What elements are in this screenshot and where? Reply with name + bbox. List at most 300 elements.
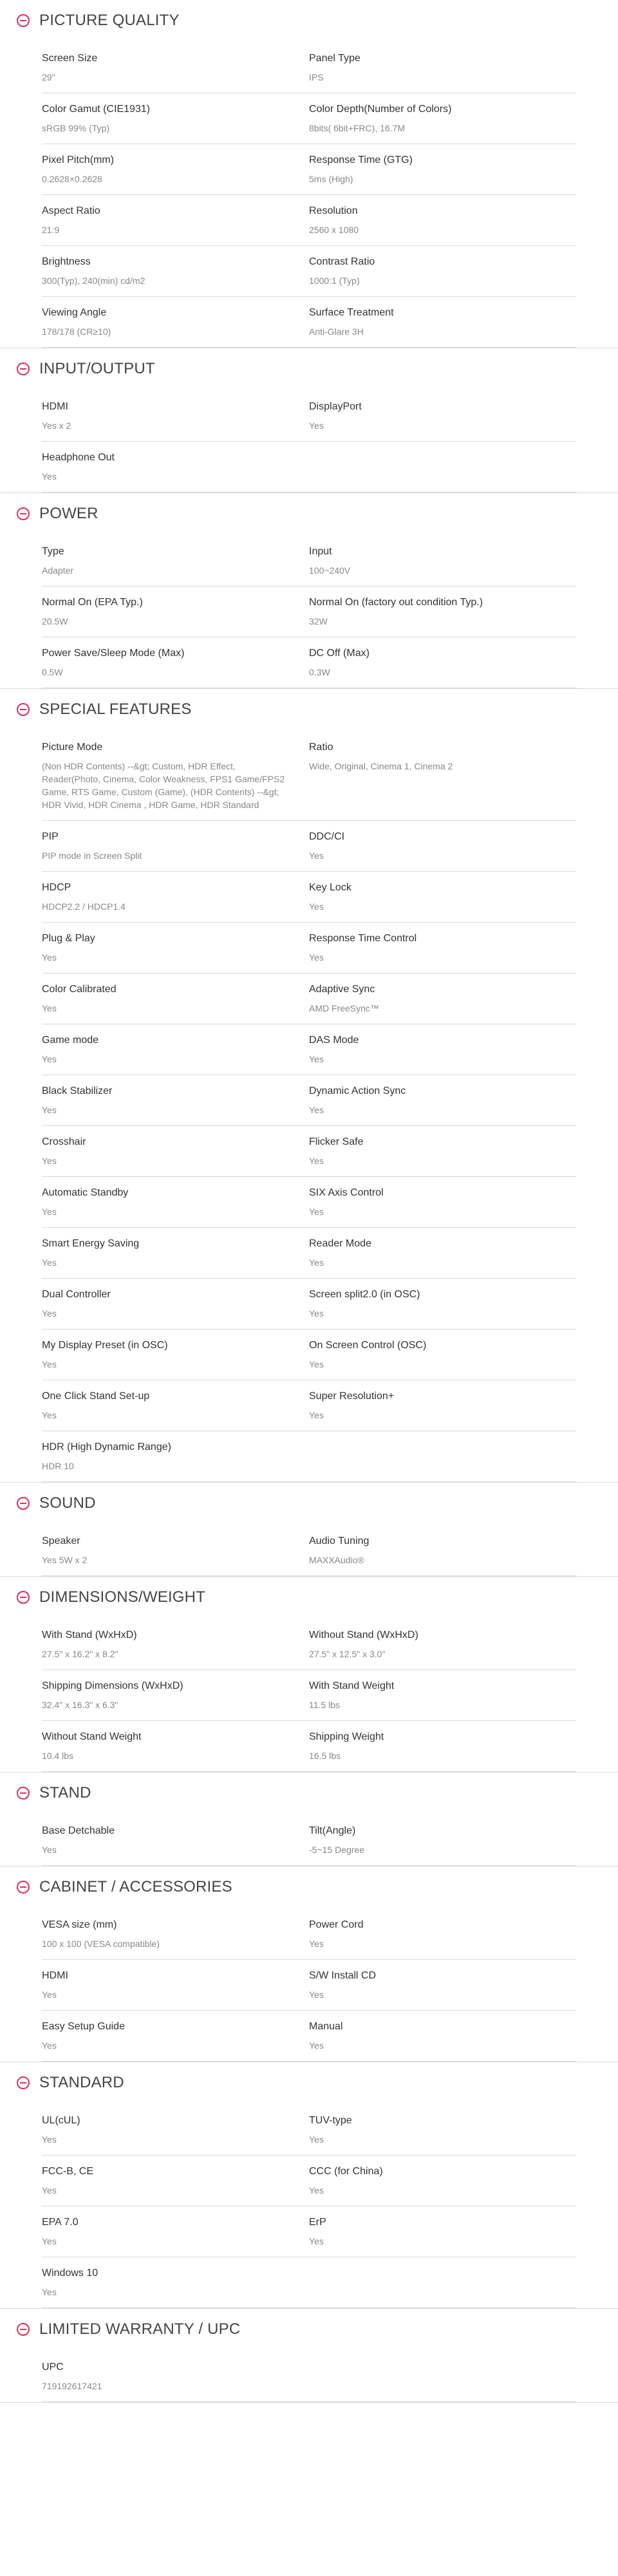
spec-value: Yes xyxy=(42,1207,57,1217)
spec-item xyxy=(42,1237,309,1269)
spec-value: Yes xyxy=(309,1105,324,1115)
spec-item xyxy=(309,52,576,84)
section-divider xyxy=(0,1576,618,1577)
spec-row xyxy=(42,297,576,348)
spec-item xyxy=(309,830,576,862)
spec-value: Yes xyxy=(42,2134,57,2145)
spec-value: MAXXAudio® xyxy=(309,1555,364,1565)
spec-label: Speaker xyxy=(42,1536,80,1547)
spec-rows xyxy=(42,1619,576,1772)
spec-label: Without Stand Weight xyxy=(42,1731,142,1742)
spec-value: 27.5" x 12.5" x 3.0" xyxy=(309,1649,386,1659)
spec-row xyxy=(42,973,576,1024)
spec-value: 5ms (High) xyxy=(309,174,353,184)
spec-label: CCC (for China) xyxy=(309,2166,383,2177)
spec-value: Yes xyxy=(309,1054,324,1064)
spec-item xyxy=(309,2020,576,2052)
section-header[interactable] xyxy=(0,361,618,377)
spec-item xyxy=(309,451,576,483)
spec-label: Surface Treatment xyxy=(309,307,394,318)
spec-item xyxy=(309,1033,576,1066)
spec-label: Contrast Ratio xyxy=(309,256,375,267)
spec-row xyxy=(42,391,576,442)
spec-item xyxy=(309,1730,576,1762)
section-header[interactable] xyxy=(0,1785,618,1801)
spec-item xyxy=(42,1534,309,1566)
spec-value: 719192617421 xyxy=(42,2381,102,2391)
spec-label: Manual xyxy=(309,2021,343,2032)
spec-label: DAS Mode xyxy=(309,1035,359,1046)
spec-value: Yes xyxy=(309,2236,324,2246)
spec-item xyxy=(42,1084,309,1116)
spec-item xyxy=(309,1186,576,1218)
collapse-minus-icon[interactable] xyxy=(17,1787,30,1800)
spec-value: Yes xyxy=(42,1105,57,1115)
collapse-minus-icon[interactable] xyxy=(17,1591,30,1604)
spec-label: Panel Type xyxy=(309,53,360,64)
spec-label: HDCP xyxy=(42,882,71,893)
section-input-output xyxy=(0,361,618,493)
spec-label: Crosshair xyxy=(42,1136,86,1147)
spec-row xyxy=(42,1525,576,1576)
spec-row xyxy=(42,1024,576,1075)
spec-label: Response Time Control xyxy=(309,933,417,944)
spec-item xyxy=(309,1679,576,1711)
spec-value: Yes xyxy=(309,1359,324,1369)
spec-value: Yes xyxy=(42,952,57,963)
spec-row xyxy=(42,1177,576,1228)
spec-value: HDR 10 xyxy=(42,1461,74,1471)
spec-label: Game mode xyxy=(42,1035,99,1046)
spec-value: Yes xyxy=(309,1939,324,1949)
spec-value: Yes xyxy=(309,1410,324,1420)
spec-value: Yes xyxy=(309,1257,324,1268)
spec-item xyxy=(42,646,309,679)
spec-item xyxy=(42,932,309,964)
spec-item xyxy=(309,1824,576,1856)
spec-item xyxy=(309,932,576,964)
spec-item xyxy=(42,2020,309,2052)
spec-value: Yes xyxy=(42,1410,57,1420)
spec-item xyxy=(42,830,309,862)
spec-row xyxy=(42,1431,576,1482)
spec-label: Audio Tuning xyxy=(309,1536,370,1547)
spec-item xyxy=(42,1389,309,1422)
spec-item xyxy=(309,1969,576,2001)
spec-label: Adaptive Sync xyxy=(309,984,375,995)
spec-label: Black Stabilizer xyxy=(42,1086,113,1096)
section-title: DIMENSIONS/WEIGHT xyxy=(39,1588,206,1606)
spec-label: Color Depth(Number of Colors) xyxy=(309,104,452,115)
spec-item xyxy=(309,1628,576,1660)
spec-item xyxy=(42,1679,309,1711)
spec-value: 21:9 xyxy=(42,225,60,235)
spec-item xyxy=(309,2215,576,2248)
spec-label: ErP xyxy=(309,2217,326,2228)
spec-value: 11.5 lbs xyxy=(309,1700,340,1710)
spec-label: Viewing Angle xyxy=(42,307,107,318)
spec-label: Reader Mode xyxy=(309,1238,371,1249)
spec-label: Key Lock xyxy=(309,882,351,893)
section-header[interactable] xyxy=(0,2322,618,2337)
spec-page xyxy=(0,13,618,2403)
section-sound xyxy=(0,1496,618,1577)
section-title: CABINET / ACCESSORIES xyxy=(39,1878,232,1895)
spec-label: Flicker Safe xyxy=(309,1136,364,1147)
section-header[interactable] xyxy=(0,1496,618,1511)
spec-row xyxy=(42,1075,576,1126)
collapse-minus-icon[interactable] xyxy=(17,2076,30,2089)
spec-rows xyxy=(42,42,576,348)
spec-item xyxy=(309,740,576,811)
spec-item xyxy=(309,102,576,135)
collapse-minus-icon[interactable] xyxy=(17,703,30,716)
spec-row xyxy=(42,821,576,872)
spec-row xyxy=(42,536,576,587)
spec-label: My Display Preset (in OSC) xyxy=(42,1340,168,1351)
spec-label: EPA 7.0 xyxy=(42,2217,79,2228)
spec-value: Yes xyxy=(309,2134,324,2145)
spec-item xyxy=(309,1288,576,1320)
spec-item xyxy=(42,881,309,913)
section-title: SPECIAL FEATURES xyxy=(39,700,192,718)
spec-row xyxy=(42,195,576,246)
spec-item xyxy=(42,1339,309,1371)
spec-item xyxy=(309,2114,576,2146)
spec-item xyxy=(42,1628,309,1660)
spec-row xyxy=(42,2351,576,2402)
spec-value: Yes xyxy=(42,1156,57,1166)
spec-item xyxy=(309,1440,576,1472)
spec-label: With Stand Weight xyxy=(309,1680,395,1691)
spec-row xyxy=(42,731,576,821)
section-header[interactable] xyxy=(0,702,618,717)
spec-value: 2560 x 1080 xyxy=(309,225,359,235)
section-title: POWER xyxy=(39,505,98,522)
spec-value: 32.4" x 16.3" x 6.3" xyxy=(42,1700,118,1710)
spec-item xyxy=(309,1918,576,1950)
section-header[interactable] xyxy=(0,1879,618,1895)
spec-value: 0.2628×0.2628 xyxy=(42,174,102,184)
section-divider xyxy=(0,688,618,689)
spec-value: -5~15 Degree xyxy=(309,1845,365,1855)
spec-item xyxy=(42,2360,309,2393)
spec-row xyxy=(42,2257,576,2308)
section-divider xyxy=(0,1482,618,1483)
spec-value: Yes xyxy=(309,1308,324,1319)
spec-rows xyxy=(42,1909,576,2062)
spec-item xyxy=(42,1186,309,1218)
spec-rows xyxy=(42,2105,576,2308)
spec-label: TUV-type xyxy=(309,2115,352,2126)
spec-label: SIX Axis Control xyxy=(309,1187,384,1198)
spec-value: 10.4 lbs xyxy=(42,1751,74,1761)
spec-label: Type xyxy=(42,546,64,557)
spec-row xyxy=(42,872,576,923)
spec-value: Yes xyxy=(42,1054,57,1064)
spec-item xyxy=(309,255,576,287)
spec-row xyxy=(42,246,576,297)
spec-value: Yes xyxy=(42,1003,57,1013)
spec-item xyxy=(309,1339,576,1371)
section-power xyxy=(0,506,618,689)
spec-value: Yes xyxy=(309,2040,324,2051)
spec-label: UL(cUL) xyxy=(42,2115,80,2126)
section-header[interactable] xyxy=(0,2075,618,2091)
spec-item xyxy=(42,1033,309,1066)
spec-item xyxy=(42,2266,309,2299)
spec-value: Yes xyxy=(42,1359,57,1369)
spec-item xyxy=(42,1918,309,1950)
spec-label: Picture Mode xyxy=(42,742,103,753)
spec-item xyxy=(42,204,309,236)
spec-label: Response Time (GTG) xyxy=(309,155,413,165)
section-limited-warranty-upc xyxy=(0,2322,618,2403)
spec-label: Color Gamut (CIE1931) xyxy=(42,104,151,115)
spec-item xyxy=(42,400,309,432)
spec-label: Aspect Ratio xyxy=(42,205,100,216)
spec-row xyxy=(42,1228,576,1279)
section-title: PICTURE QUALITY xyxy=(39,12,180,29)
spec-label: UPC xyxy=(42,2362,64,2373)
spec-value: Anti-Glare 3H xyxy=(309,326,364,337)
spec-value: Yes xyxy=(42,2040,57,2051)
spec-row xyxy=(42,1619,576,1670)
spec-label: Normal On (factory out condition Typ.) xyxy=(309,597,483,608)
spec-item xyxy=(309,1389,576,1422)
spec-label: Screen split2.0 (in OSC) xyxy=(309,1289,420,1300)
spec-value: 1000:1 (Typ) xyxy=(309,276,360,286)
spec-label: HDMI xyxy=(42,1970,68,1981)
spec-item xyxy=(42,306,309,338)
spec-label: On Screen Control (OSC) xyxy=(309,1340,427,1351)
spec-label: With Stand (WxHxD) xyxy=(42,1630,137,1641)
spec-label: Plug & Play xyxy=(42,933,95,944)
spec-value: Yes xyxy=(309,1989,324,2000)
spec-item xyxy=(42,255,309,287)
spec-row xyxy=(42,637,576,688)
spec-label: DC Off (Max) xyxy=(309,648,370,659)
spec-row xyxy=(42,2105,576,2156)
spec-row xyxy=(42,1279,576,1330)
spec-item xyxy=(42,1440,309,1472)
spec-value: 16.5 lbs xyxy=(309,1751,341,1761)
spec-label: Shipping Weight xyxy=(309,1731,384,1742)
spec-item xyxy=(42,2165,309,2197)
section-title: STANDARD xyxy=(39,2074,124,2091)
spec-row xyxy=(42,42,576,93)
spec-label: Color Calibrated xyxy=(42,984,117,995)
spec-value: Yes xyxy=(309,1156,324,1166)
spec-value: PIP mode in Screen Split xyxy=(42,851,142,861)
spec-item xyxy=(309,2165,576,2197)
collapse-minus-icon[interactable] xyxy=(17,362,30,375)
spec-item xyxy=(42,1730,309,1762)
spec-item xyxy=(42,2114,309,2146)
spec-label: Brightness xyxy=(42,256,91,267)
spec-value: 178/178 (CR≥10) xyxy=(42,326,111,337)
section-divider xyxy=(0,2402,618,2403)
spec-value: Yes xyxy=(42,1308,57,1319)
spec-label: Windows 10 xyxy=(42,2268,98,2279)
spec-value: 8bits( 6bit+FRC), 16.7M xyxy=(309,123,405,133)
spec-label: One Click Stand Set-up xyxy=(42,1391,150,1402)
spec-value: Yes xyxy=(42,471,57,482)
spec-item xyxy=(42,102,309,135)
spec-item xyxy=(309,596,576,628)
spec-value: Yes xyxy=(42,1989,57,2000)
spec-row xyxy=(42,1815,576,1866)
section-header[interactable] xyxy=(0,506,618,522)
spec-value: Yes xyxy=(42,2185,57,2195)
spec-rows xyxy=(42,731,576,1482)
spec-value: Adapter xyxy=(42,565,74,576)
collapse-minus-icon[interactable] xyxy=(17,2323,30,2336)
collapse-minus-icon[interactable] xyxy=(17,1881,30,1894)
spec-item xyxy=(309,646,576,679)
spec-value: Yes xyxy=(309,851,324,861)
spec-label: Pixel Pitch(mm) xyxy=(42,155,115,165)
collapse-minus-icon[interactable] xyxy=(17,14,30,27)
spec-value: Wide, Original, Cinema 1, Cinema 2 xyxy=(309,761,453,771)
spec-row xyxy=(42,442,576,493)
spec-item xyxy=(309,1237,576,1269)
spec-label: VESA size (mm) xyxy=(42,1919,117,1930)
spec-value: HDCP2.2 / HDCP1.4 xyxy=(42,901,126,912)
spec-value: Yes xyxy=(42,1845,57,1855)
section-picture-quality xyxy=(0,13,618,348)
spec-label: DisplayPort xyxy=(309,401,362,412)
spec-label: Headphone Out xyxy=(42,452,115,463)
spec-value: Yes xyxy=(309,901,324,912)
spec-value: Yes 5W x 2 xyxy=(42,1555,88,1565)
spec-label: Base Detchable xyxy=(42,1825,115,1836)
section-standard xyxy=(0,2075,618,2309)
spec-row xyxy=(42,2156,576,2206)
spec-label: Power Cord xyxy=(309,1919,364,1930)
spec-item xyxy=(42,1135,309,1167)
spec-value: 29" xyxy=(42,72,55,82)
spec-item xyxy=(309,1534,576,1566)
spec-row xyxy=(42,1380,576,1431)
spec-value: Yes xyxy=(309,1207,324,1217)
spec-item xyxy=(42,153,309,185)
spec-item xyxy=(309,204,576,236)
spec-row xyxy=(42,93,576,144)
spec-item xyxy=(42,596,309,628)
spec-item xyxy=(309,2266,576,2299)
spec-item xyxy=(42,1824,309,1856)
collapse-minus-icon[interactable] xyxy=(17,507,30,520)
spec-item xyxy=(309,881,576,913)
spec-label: Input xyxy=(309,546,332,557)
spec-row xyxy=(42,2206,576,2257)
section-header[interactable] xyxy=(0,1590,618,1605)
spec-item xyxy=(42,52,309,84)
section-title: STAND xyxy=(39,1784,91,1801)
spec-value: sRGB 99% (Typ) xyxy=(42,123,110,133)
section-title: SOUND xyxy=(39,1494,96,1512)
spec-item xyxy=(42,982,309,1015)
spec-label: HDMI xyxy=(42,401,68,412)
spec-label: HDR (High Dynamic Range) xyxy=(42,1442,171,1453)
spec-value: Yes xyxy=(42,2236,57,2246)
spec-label: Easy Setup Guide xyxy=(42,2021,125,2032)
collapse-minus-icon[interactable] xyxy=(17,1497,30,1510)
spec-value: IPS xyxy=(309,72,324,82)
spec-item xyxy=(42,2215,309,2248)
spec-label: S/W Install CD xyxy=(309,1970,377,1981)
spec-label: DDC/CI xyxy=(309,831,345,842)
section-divider xyxy=(0,2308,618,2309)
spec-label: Tilt(Angle) xyxy=(309,1825,356,1836)
spec-value: 100~240V xyxy=(309,565,351,576)
spec-value: Yes xyxy=(42,1257,57,1268)
spec-label: Automatic Standby xyxy=(42,1187,129,1198)
spec-item xyxy=(309,2360,576,2393)
spec-item xyxy=(309,153,576,185)
spec-rows xyxy=(42,536,576,688)
spec-row xyxy=(42,2011,576,2062)
spec-label: Ratio xyxy=(309,742,333,753)
spec-value: Yes xyxy=(42,2287,57,2297)
spec-value: AMD FreeSync™ xyxy=(309,1003,379,1013)
spec-item xyxy=(42,1969,309,2001)
section-stand xyxy=(0,1785,618,1866)
spec-value: 100 x 100 (VESA compatible) xyxy=(42,1939,160,1949)
spec-row xyxy=(42,923,576,973)
section-cabinet-accessories xyxy=(0,1879,618,2062)
spec-rows xyxy=(42,391,576,493)
spec-rows xyxy=(42,1815,576,1866)
spec-row xyxy=(42,1670,576,1721)
spec-row xyxy=(42,587,576,637)
spec-value: (Non HDR Contents) --&gt; Custom, HDR Effect, Reader(Photo, Cinema, Color Weakness, FPS1 Game/FPS2 Game, RTS Game, Custom (Game), (HDR Contents) --&gt; HDR Vivid, HDR Cinema , HDR Game, HDR Standard xyxy=(42,761,285,810)
spec-item xyxy=(42,740,309,811)
spec-item xyxy=(309,306,576,338)
spec-label: Resolution xyxy=(309,205,358,216)
spec-value: 27.5" x 16.2" x 8.2" xyxy=(42,1649,118,1659)
spec-label: PIP xyxy=(42,831,59,842)
spec-value: Yes xyxy=(309,420,324,431)
section-header[interactable] xyxy=(0,13,618,28)
spec-value: 0.5W xyxy=(42,667,63,677)
spec-label: Normal On (EPA Typ.) xyxy=(42,597,143,608)
spec-rows xyxy=(42,2351,576,2402)
spec-value: Yes xyxy=(309,952,324,963)
spec-value: 32W xyxy=(309,616,328,626)
spec-label: Smart Energy Saving xyxy=(42,1238,140,1249)
spec-item xyxy=(309,1084,576,1116)
spec-label: Power Save/Sleep Mode (Max) xyxy=(42,648,185,659)
spec-label: Without Stand (WxHxD) xyxy=(309,1630,418,1641)
spec-row xyxy=(42,1330,576,1380)
spec-value: 0.3W xyxy=(309,667,330,677)
spec-value: 20.5W xyxy=(42,616,68,626)
spec-value: Yes xyxy=(309,2185,324,2195)
spec-value: 300(Typ), 240(min) cd/m2 xyxy=(42,276,145,286)
spec-row xyxy=(42,1126,576,1177)
spec-item xyxy=(42,545,309,577)
spec-row xyxy=(42,1960,576,2011)
spec-item xyxy=(309,400,576,432)
spec-item xyxy=(309,982,576,1015)
spec-label: Screen Size xyxy=(42,53,98,64)
section-dimensions-weight xyxy=(0,1590,618,1772)
section-special-features xyxy=(0,702,618,1483)
spec-item xyxy=(309,545,576,577)
spec-label: Dynamic Action Sync xyxy=(309,1086,406,1096)
